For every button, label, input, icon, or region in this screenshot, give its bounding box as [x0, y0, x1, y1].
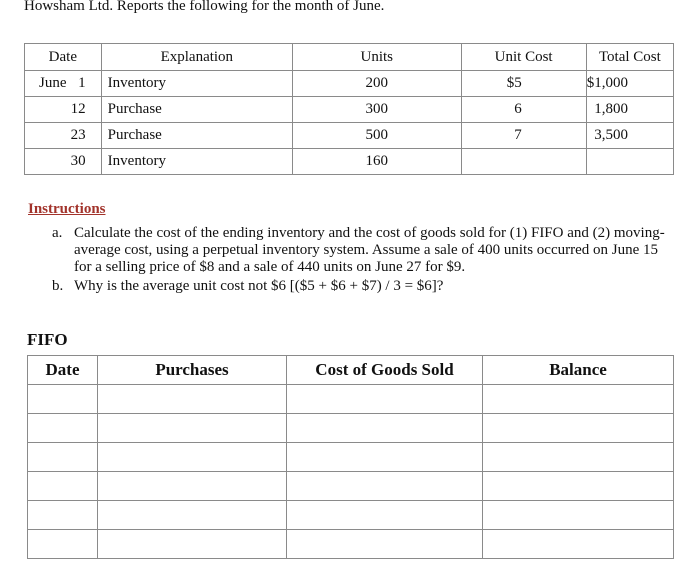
header-unit-cost: Unit Cost [461, 44, 586, 71]
fifo-table-body [28, 385, 674, 559]
table-row [25, 149, 674, 175]
table-row [25, 71, 674, 97]
total-cost-cell: $1,000 [586, 71, 673, 97]
fifo-cogs-cell[interactable] [287, 385, 483, 414]
unit-cost-cell: $5 [461, 71, 586, 97]
fifo-header-balance: Balance [483, 356, 674, 385]
total-cost-cell [586, 149, 673, 175]
day: 1 [78, 75, 86, 91]
fifo-balance-cell[interactable] [483, 443, 674, 472]
instruction-marker: b. [52, 278, 64, 294]
table-row [25, 97, 674, 123]
instruction-marker: a. [52, 225, 63, 241]
instruction-text: Why is the average unit cost not $6 [($5 + $6 + $7) / 3 = $6]? [74, 278, 444, 294]
units-cell: 500 [292, 123, 461, 149]
inventory-table [24, 43, 674, 175]
units-cell: 300 [292, 97, 461, 123]
fifo-balance-cell[interactable] [483, 472, 674, 501]
unit-cost-cell: 6 [461, 97, 586, 123]
day: 12 [70, 101, 86, 117]
explanation-cell: Purchase [101, 123, 292, 149]
unit-cost-cell [461, 149, 586, 175]
header-explanation: Explanation [101, 44, 292, 71]
fifo-date-cell[interactable] [28, 443, 98, 472]
day: 30 [70, 153, 86, 169]
table-row [25, 123, 674, 149]
fifo-cogs-cell[interactable] [287, 530, 483, 559]
fifo-header-cogs: Cost of Goods Sold [287, 356, 483, 385]
date-cell [25, 149, 102, 175]
month: June [39, 75, 67, 91]
fifo-date-cell[interactable] [28, 414, 98, 443]
date-cell [25, 123, 102, 149]
explanation-cell: Inventory [101, 149, 292, 175]
fifo-balance-cell[interactable] [483, 501, 674, 530]
fifo-table [27, 355, 674, 559]
fifo-title: FIFO [27, 330, 68, 349]
fifo-purchases-cell[interactable] [98, 501, 287, 530]
fifo-row [28, 472, 674, 501]
fifo-date-cell[interactable] [28, 530, 98, 559]
fifo-header-date: Date [28, 356, 98, 385]
fifo-purchases-cell[interactable] [98, 472, 287, 501]
fifo-header-purchases: Purchases [98, 356, 287, 385]
fifo-row [28, 443, 674, 472]
fifo-row [28, 385, 674, 414]
fifo-purchases-cell[interactable] [98, 385, 287, 414]
instructions-list [46, 225, 676, 297]
total-cost-cell: 1,800 [586, 97, 673, 123]
inventory-table-header [25, 44, 674, 71]
day: 23 [70, 127, 86, 143]
intro-text: Howsham Ltd. Reports the following for the month of June. [24, 0, 385, 14]
instruction-item-b [46, 278, 676, 295]
instruction-text: Calculate the cost of the ending inventory and the cost of goods sold for (1) FIFO and (2) moving-average cost, using a perpetual inventory system. Assume a sale of 400 units occurred on June 15 for a selling price of $8 and a sale of 440 units on June 27 for $9. [74, 225, 665, 275]
fifo-date-cell[interactable] [28, 385, 98, 414]
instructions-title: Instructions [28, 201, 106, 217]
fifo-row [28, 414, 674, 443]
fifo-date-cell[interactable] [28, 472, 98, 501]
fifo-cogs-cell[interactable] [287, 501, 483, 530]
explanation-cell: Purchase [101, 97, 292, 123]
units-cell: 200 [292, 71, 461, 97]
explanation-cell: Inventory [101, 71, 292, 97]
header-total-cost: Total Cost [586, 44, 673, 71]
fifo-purchases-cell[interactable] [98, 530, 287, 559]
fifo-table-header [28, 356, 674, 385]
fifo-purchases-cell[interactable] [98, 443, 287, 472]
fifo-purchases-cell[interactable] [98, 414, 287, 443]
date-cell [25, 71, 102, 97]
header-units: Units [292, 44, 461, 71]
header-date: Date [25, 44, 102, 71]
fifo-cogs-cell[interactable] [287, 443, 483, 472]
fifo-balance-cell[interactable] [483, 414, 674, 443]
total-cost-cell: 3,500 [586, 123, 673, 149]
fifo-cogs-cell[interactable] [287, 472, 483, 501]
fifo-row [28, 530, 674, 559]
fifo-row [28, 501, 674, 530]
fifo-date-cell[interactable] [28, 501, 98, 530]
date-cell [25, 97, 102, 123]
instruction-item-a [46, 225, 676, 276]
fifo-cogs-cell[interactable] [287, 414, 483, 443]
fifo-balance-cell[interactable] [483, 385, 674, 414]
unit-cost-cell: 7 [461, 123, 586, 149]
units-cell: 160 [292, 149, 461, 175]
fifo-balance-cell[interactable] [483, 530, 674, 559]
